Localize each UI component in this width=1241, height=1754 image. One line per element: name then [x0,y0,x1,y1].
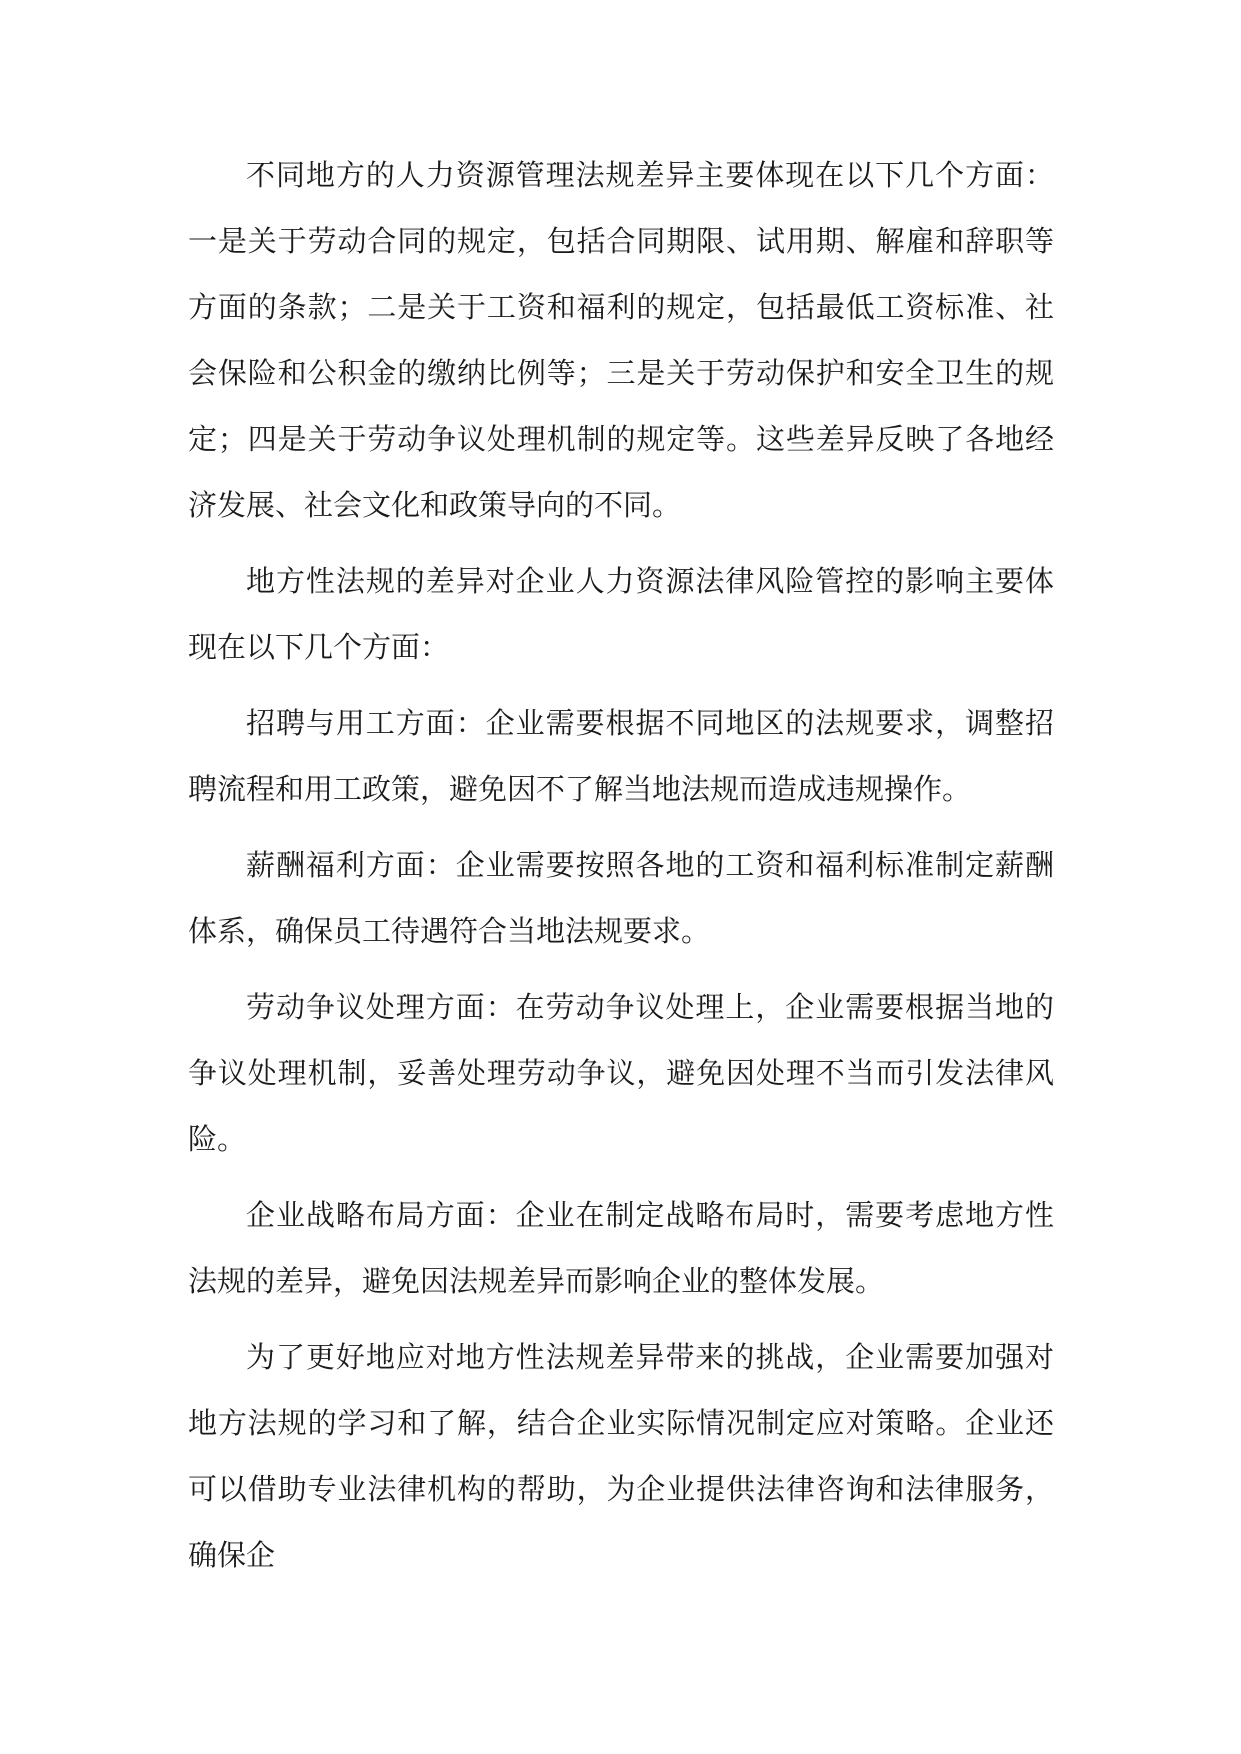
paragraph-compensation: 薪酬福利方面：企业需要按照各地的工资和福利标准制定薪酬体系，确保员工待遇符合当地法规要求。 [188,848,1054,948]
paragraph-labor-disputes: 劳动争议处理方面：在劳动争议处理上，企业需要根据当地的争议处理机制，妥善处理劳动争议，避免因处理不当而引发法律风险。 [188,990,1054,1156]
paragraph-impact-intro: 地方性法规的差异对企业人力资源法律风险管控的影响主要体现在以下几个方面： [188,564,1054,664]
paragraph-strategy: 企业战略布局方面：企业在制定战略布局时，需要考虑地方性法规的差异，避免因法规差异而影响企业的整体发展。 [188,1198,1054,1298]
document-body [188,142,1054,1598]
paragraph-response: 为了更好地应对地方性法规差异带来的挑战，企业需要加强对地方法规的学习和了解，结合企业实际情况制定应对策略。企业还可以借助专业法律机构的帮助，为企业提供法律咨询和法律服务，确保企 [188,1340,1054,1572]
paragraph-recruitment: 招聘与用工方面：企业需要根据不同地区的法规要求，调整招聘流程和用工政策，避免因不了解当地法规而造成违规操作。 [188,706,1054,806]
paragraph-regional-differences: 不同地方的人力资源管理法规差异主要体现在以下几个方面：一是关于劳动合同的规定，包括合同期限、试用期、解雇和辞职等方面的条款；二是关于工资和福利的规定，包括最低工资标准、社会保险和公积金的缴纳比例等；三是关于劳动保护和安全卫生的规定；四是关于劳动争议处理机制的规定等。这些差异反映了各地经济发展、社会文化和政策导向的不同。 [188,158,1054,522]
